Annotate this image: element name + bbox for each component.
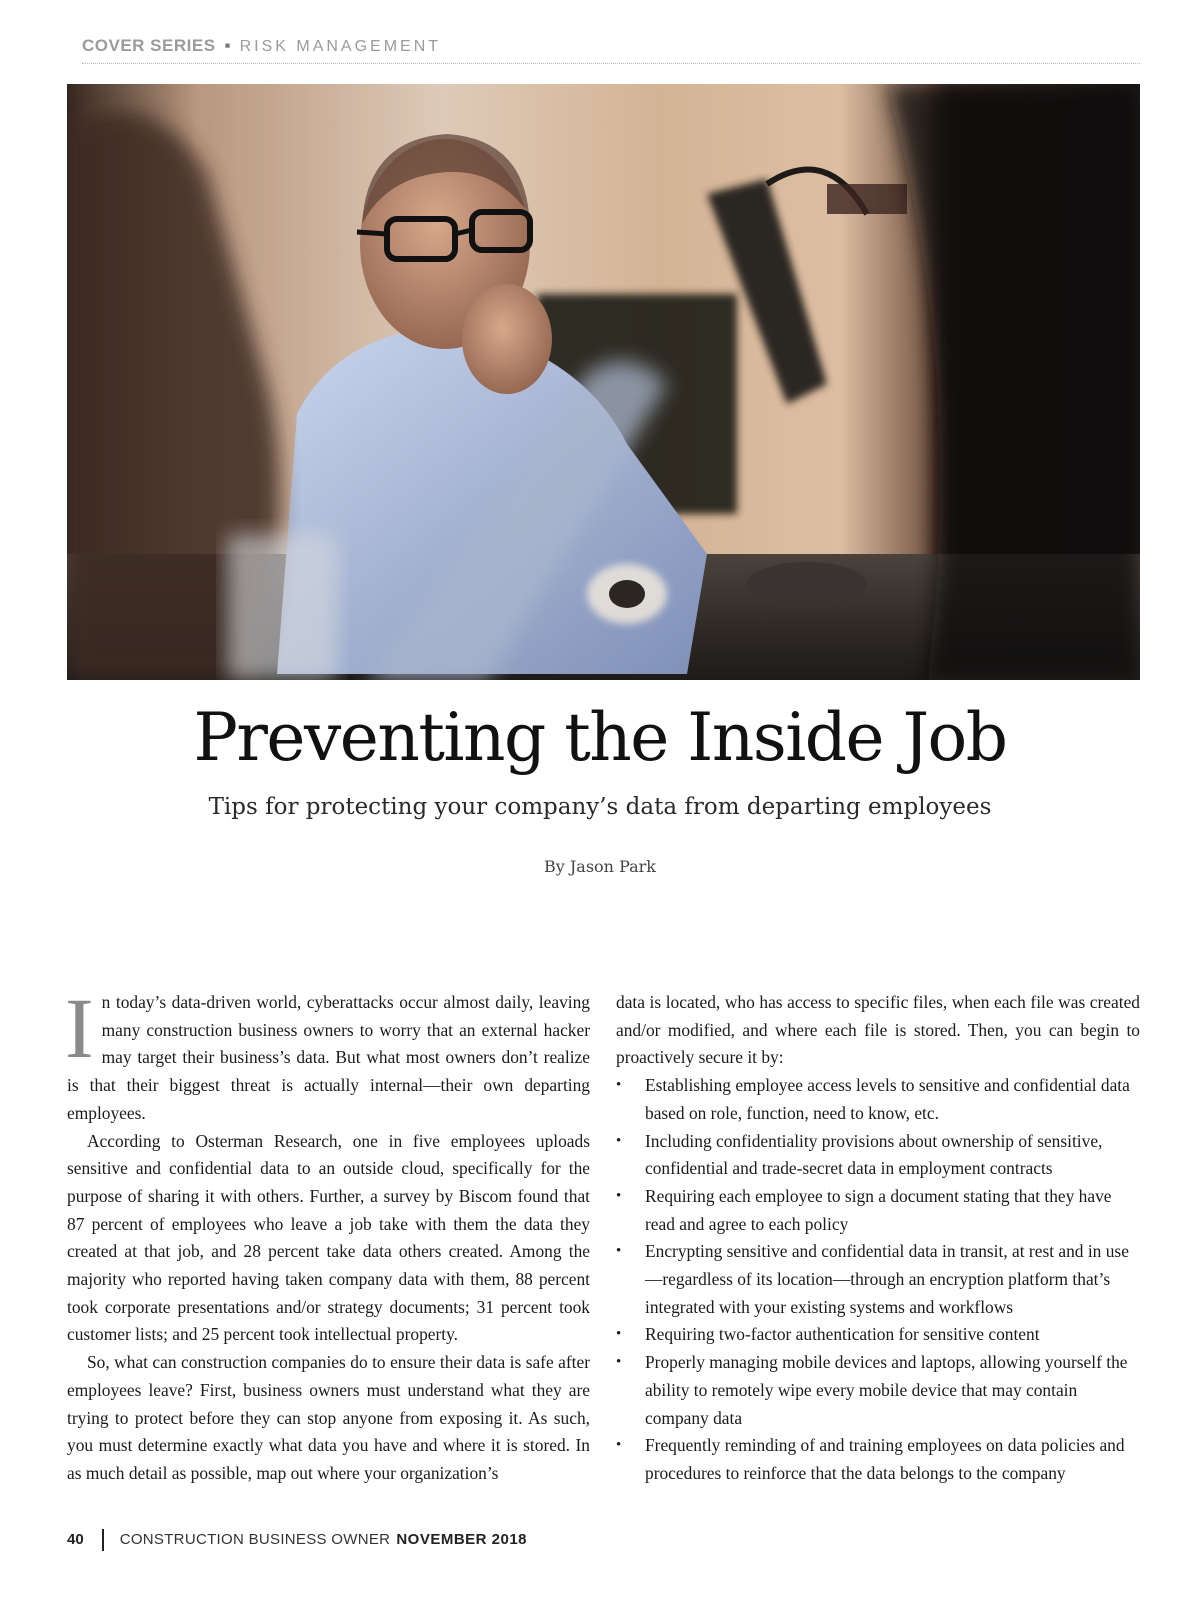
list-item xyxy=(616,1349,1140,1432)
page-number: 40 xyxy=(67,1531,84,1548)
tips-list xyxy=(616,1072,1140,1488)
list-item-text: Requiring each employee to sign a document stating that they have read and agree to each policy xyxy=(645,1185,1112,1234)
series-label: COVER SERIES xyxy=(82,36,216,55)
body-paragraph: So, what can construction companies do to ensure their data is safe after employees leave? First, business owners must understand what they are trying to protect before they can stop anyone from exposing it. As such, you must determine exactly what data you have and where it is stored. In as much detail as possible, map out where your organization’s xyxy=(67,1352,590,1483)
bullet-marker: • xyxy=(616,1077,622,1094)
list-item xyxy=(616,1321,1140,1349)
paragraph-text: n today’s data-driven world, cyberattacks occur almost daily, leaving many construction business owners to worry that an external hacker may target their business’s data. But what most owners don’t realize is that their biggest threat is actually internal—their own departing employees. xyxy=(67,992,590,1123)
list-item-text: Requiring two-factor authentication for sensitive content xyxy=(645,1324,1040,1345)
continued-paragraph: data is located, who has access to specific files, when each file was created and/or modified, and where each file is stored. Then, you can begin to proactively secure it by: xyxy=(616,992,1140,1068)
right-column xyxy=(616,989,1140,1488)
left-column xyxy=(65,980,590,1488)
bullet-marker: • xyxy=(616,1354,622,1371)
list-item-text: Including confidentiality provisions about ownership of sensitive, confidential and trade-secret data in employment contracts xyxy=(645,1130,1103,1179)
list-item xyxy=(616,1183,1140,1238)
list-item-text: Encrypting sensitive and confidential data in transit, at rest and in use—regardless of its location—through an encryption platform that’s integrated with your existing systems and workflows xyxy=(645,1241,1129,1317)
list-item-text: Establishing employee access levels to sensitive and confidential data based on role, function, need to know, etc. xyxy=(645,1075,1130,1123)
article-byline: By Jason Park xyxy=(544,857,656,876)
drop-cap: I xyxy=(65,980,94,1076)
bullet-marker: • xyxy=(616,1437,622,1454)
list-item xyxy=(616,1128,1140,1183)
running-header xyxy=(82,36,1140,64)
page-footer xyxy=(67,1527,527,1553)
body-paragraph: According to Osterman Research, one in five employees uploads sensitive and confidential data to an outside cloud, specifically for the purpose of sharing it with others. Further, a survey by Biscom found that 87 percent of employees who leave a job take with them the data they created at that job, and 28 percent take data others created. Among the majority who reported having taken company data with them, 88 percent took corporate presentations and/or strategy documents; 31 percent took customer lists; and 25 percent took intellectual property. xyxy=(67,1130,590,1345)
list-item-text: Properly managing mobile devices and laptops, allowing yourself the ability to remotely wipe every mobile device that may contain company data xyxy=(645,1352,1128,1428)
list-item xyxy=(616,1238,1140,1321)
list-item-text: Frequently reminding of and training employees on data policies and procedures to reinforce that the data belongs to the company xyxy=(645,1435,1125,1483)
section-label: RISK MANAGEMENT xyxy=(239,38,442,55)
article-title: Preventing the Inside Job xyxy=(193,699,1007,776)
list-item xyxy=(616,1072,1140,1127)
opening-paragraph xyxy=(65,980,590,1128)
list-item xyxy=(616,1432,1140,1487)
article-subtitle: Tips for protecting your company’s data from departing employees xyxy=(208,794,992,820)
bullet-marker: • xyxy=(616,1243,622,1260)
magazine-name: CONSTRUCTION BUSINESS OWNER xyxy=(119,1531,391,1548)
bullet-marker: • xyxy=(616,1326,622,1343)
bullet-marker: • xyxy=(616,1132,622,1149)
issue-date: NOVEMBER 2018 xyxy=(396,1531,528,1548)
footer-divider xyxy=(102,1529,104,1551)
bullet-marker: • xyxy=(616,1187,622,1204)
office-worker-photo xyxy=(67,84,1140,680)
header-separator: ▪ xyxy=(224,36,231,55)
hero-photo xyxy=(67,84,1140,680)
